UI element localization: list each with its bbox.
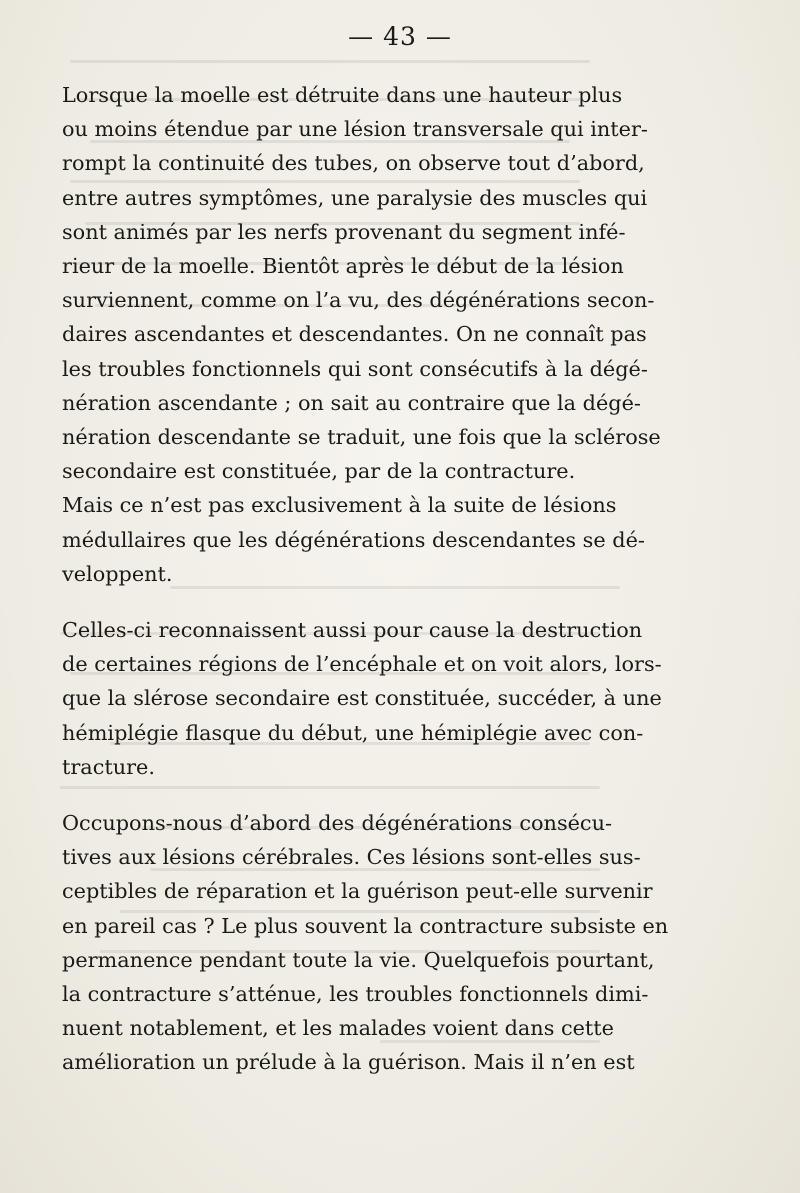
text-line: tives aux lésions cérébrales. Ces lésions sont-elles sus- <box>62 845 641 870</box>
text-line: tracture. <box>62 754 155 779</box>
text-line: ceptibles de réparation et la guérison peut-elle survenir <box>62 879 653 904</box>
text-line: rieur de la moelle. Bientôt après le début de la lésion <box>62 254 624 279</box>
text-line: la contracture s’atténue, les troubles fonctionnels dimi- <box>62 982 649 1007</box>
text-line: nuent notablement, et les malades voient dans cette <box>62 1016 614 1041</box>
text-line: Occupons-nous d’abord des dégénérations consécu- <box>62 811 612 836</box>
page-number: — 43 — <box>348 22 452 51</box>
text-line: que la slérose secondaire est constituée, succéder, à une <box>62 686 662 711</box>
text-line: médullaires que les dégénérations descendantes se dé- <box>62 527 645 552</box>
text-line: secondaire est constituée, par de la contracture. <box>62 459 576 484</box>
text-line: de certaines régions de l’encéphale et on voit alors, lors- <box>62 652 662 677</box>
paragraph-4 <box>62 806 669 1080</box>
text-line: en pareil cas ? Le plus souvent la contracture subsiste en <box>62 913 669 938</box>
text-line: entre autres symptômes, une paralysie des muscles qui <box>62 185 648 210</box>
text-line: Mais ce n’est pas exclusivement à la suite de lésions <box>62 493 617 518</box>
text-line: rompt la continuité des tubes, on observe tout d’abord, <box>62 151 645 176</box>
text-line: ou moins étendue par une lésion transversale qui inter- <box>62 117 648 142</box>
text-line: permanence pendant toute la vie. Quelquefois pourtant, <box>62 947 655 972</box>
text-line: Lorsque la moelle est détruite dans une hauteur plus <box>62 83 623 107</box>
paragraph-1 <box>62 78 661 488</box>
text-line: amélioration un prélude à la guérison. Mais il n’en est <box>62 1050 635 1075</box>
text-line: veloppent. <box>62 561 173 586</box>
text-line: hémiplégie flasque du début, une hémiplégie avec con- <box>62 720 644 745</box>
text-line: nération ascendante ; on sait au contraire que la dégé- <box>62 390 641 415</box>
body-text <box>62 78 669 1080</box>
text-line: daires ascendantes et descendantes. On ne connaît pas <box>62 322 647 347</box>
paragraph-2 <box>62 488 645 591</box>
text-line: les troubles fonctionnels qui sont consécutifs à la dégé- <box>62 356 648 381</box>
paragraph-3 <box>62 613 662 784</box>
text-line: sont animés par les nerfs provenant du segment infé- <box>62 219 626 244</box>
text-line: surviennent, comme on l’a vu, des dégénérations secon- <box>62 288 655 313</box>
text-line: nération descendante se traduit, une fois que la sclérose <box>62 425 661 450</box>
text-line: Celles-ci reconnaissent aussi pour cause la destruction <box>62 618 643 643</box>
